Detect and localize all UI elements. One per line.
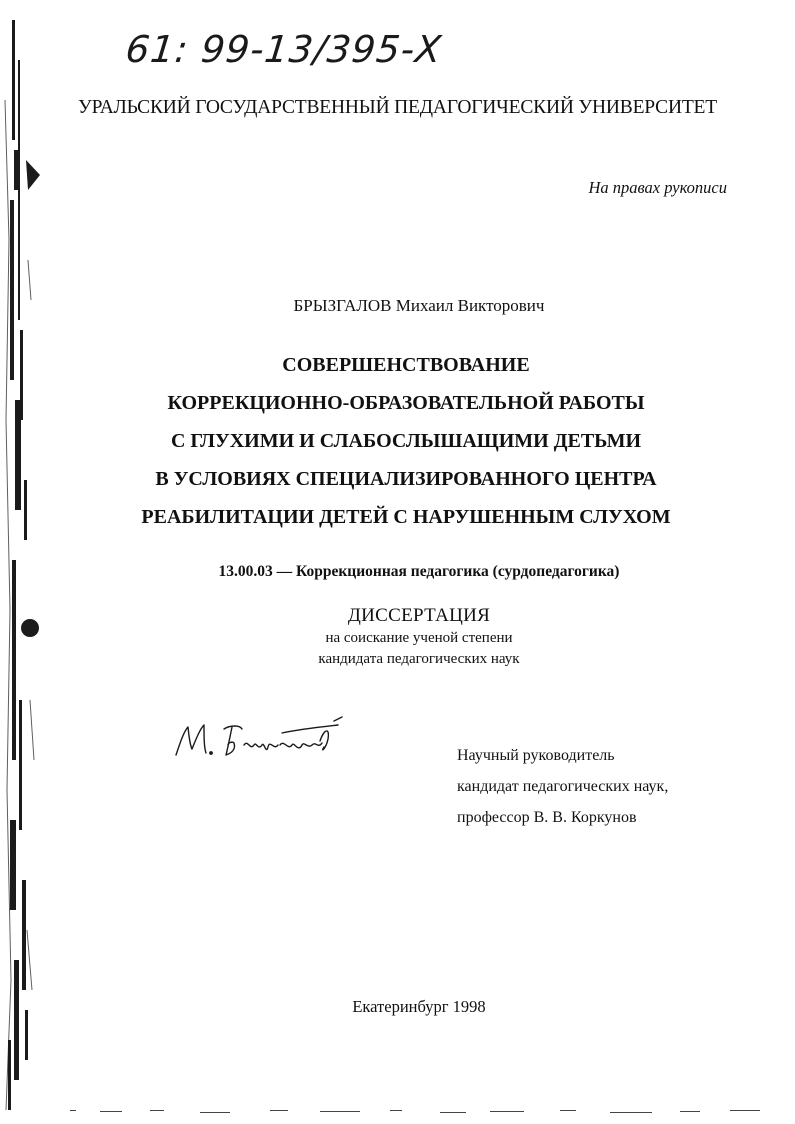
bottom-scan-noise — [60, 1100, 780, 1120]
title-line: В УСЛОВИЯХ СПЕЦИАЛИЗИРОВАННОГО ЦЕНТРА — [155, 468, 657, 490]
title-line: С ГЛУХИМИ И СЛАБОСЛЫШАЩИМИ ДЕТЬМИ — [170, 430, 642, 452]
supervisor-role: Научный руководитель — [457, 747, 615, 764]
manuscript-note: На правах рукописи — [588, 178, 727, 197]
specialty-code: 13.00.03 — Коррекционная педагогика (сурдопедагогика) — [218, 563, 620, 580]
supervisor-block — [457, 740, 668, 833]
dissertation-block — [0, 604, 795, 670]
degree-line-2: кандидата педагогических наук — [318, 651, 520, 667]
supervisor-name: профессор В. В. Коркунов — [457, 809, 637, 826]
title-line: РЕАБИЛИТАЦИИ ДЕТЕЙ С НАРУШЕННЫМ СЛУХОМ — [141, 506, 671, 528]
university-name: УРАЛЬСКИЙ ГОСУДАРСТВЕННЫЙ ПЕДАГОГИЧЕСКИЙ УНИВЕРСИТЕТ — [78, 97, 717, 118]
scan-edge-noise — [0, 0, 44, 1124]
city-year: Екатеринбург 1998 — [352, 997, 486, 1016]
archive-code-handwritten: 61: 99-13/395-Х — [123, 28, 444, 71]
title-line: СОВЕРШЕНСТВОВАНИЕ — [282, 354, 530, 376]
author-signature — [170, 715, 350, 763]
degree-line-1: на соискание ученой степени — [325, 630, 513, 646]
supervisor-degree: кандидат педагогических наук, — [457, 778, 669, 795]
author-name: БРЫЗГАЛОВ Михаил Викторович — [293, 296, 545, 315]
dissertation-label: ДИССЕРТАЦИЯ — [347, 605, 491, 626]
title-line: КОРРЕКЦИОННО-ОБРАЗОВАТЕЛЬНОЙ РАБОТЫ — [167, 392, 645, 414]
dissertation-title — [0, 346, 795, 536]
